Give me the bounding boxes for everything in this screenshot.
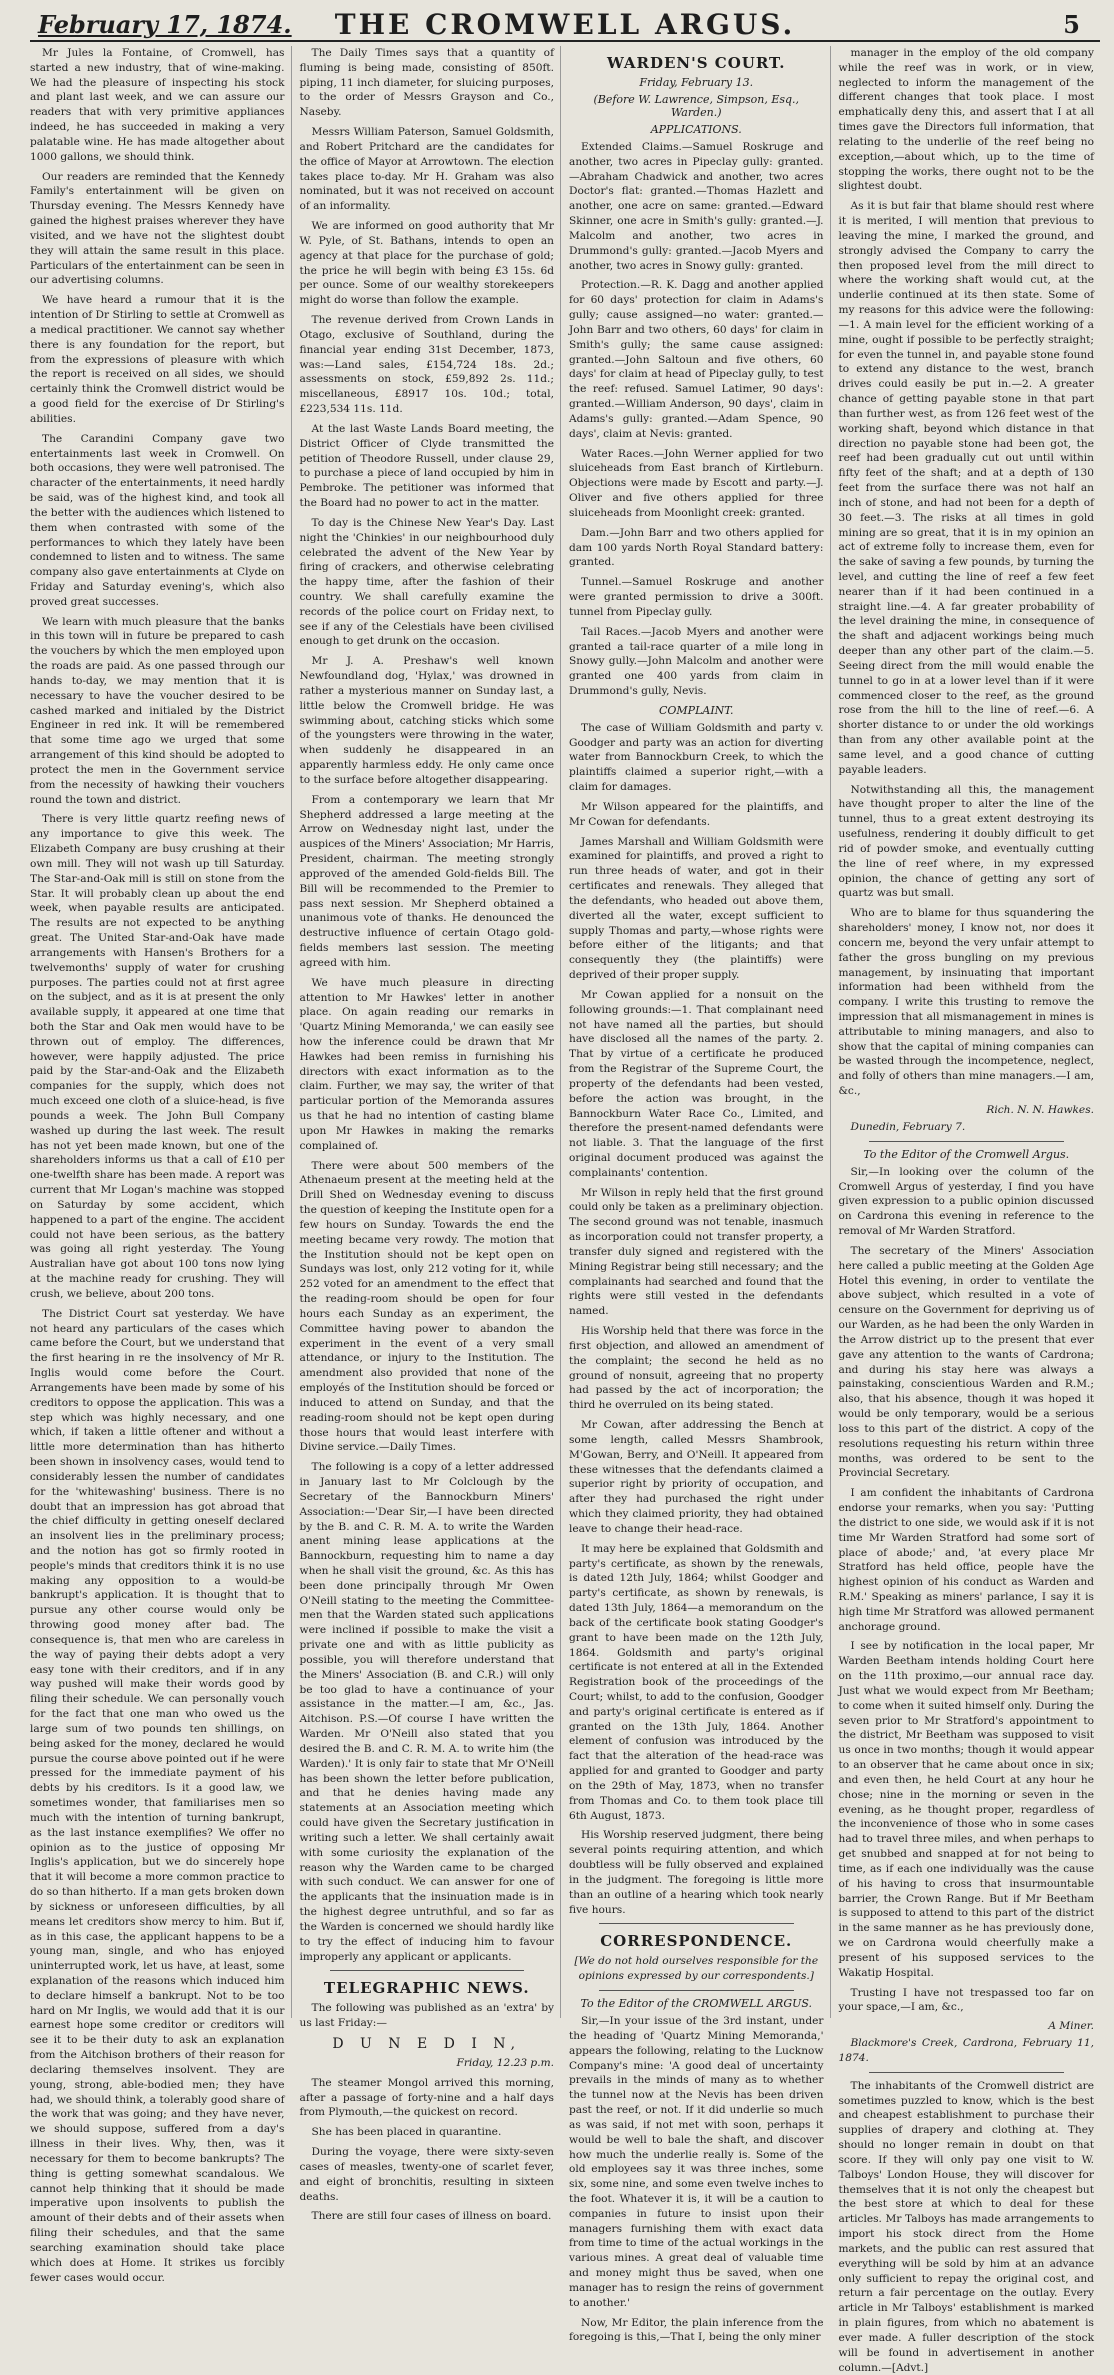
paragraph: Water Races.—John Werner applied for two sluiceheads from East branch of Kirtleburn. Objections were made by Escott and party.—J. Oliver and five others applied for three sluiceheads from Moonlight creek: granted. (569, 447, 824, 519)
letter-address: To the Editor of the Cromwell Argus. (863, 1147, 1070, 1161)
letter-address: To the Editor of the CROMWELL ARGUS. (580, 1997, 813, 2011)
paragraph: Trusting I have not trespassed too far on your space,—I am, &c., (838, 1986, 1094, 2014)
column-2 (299, 46, 562, 2223)
paragraph: Extended Claims.—Samuel Roskruge and another, two acres in Pipeclay gully: granted.—Abraham Chadwick and another, two acres Doctor's flat: granted.—Thomas Hazlett and another, one acre on same: granted.—Edward Skinner, one acre in Smith's gully: granted.—J. Malcolm and another, two acres in Drummond's gully: granted.—Jacob Myers and another, two acres in Snowy gully: granted. (569, 141, 824, 272)
disclaimer: [We do not hold ourselves responsible for the opinions expressed by our correspondents.] (574, 1955, 819, 1983)
paragraph: From a contemporary we learn that Mr Shepherd addressed a large meeting at the Arrow on Wednesday night last, under the auspices of the Miners' Association; Mr Harris, President, chairman. The meeting strongly approved of the amended Gold-fields Bill. The Bill will be recommended to the Premier to pass next session. Mr Shepherd obtained a unanimous vote of thanks. He denounced the destructive influence of certain Otago gold-fields members last session. The meeting agreed with him. (299, 793, 554, 969)
paragraph: Sir,—In your issue of the 3rd instant, under the heading of 'Quartz Mining Memoranda,' appears the following, relating to the Lucknow Company's mine: 'A good deal of uncertainty prevails in the minds of many as to whether the tunnel now at the Nevis has been driven past the reef, or not. If it did underlie so much as was said, if not met with soon, perhaps it would be well to bale the shaft, and discover how much the underlie really is. Some of the old employees say it was three inches, some six, some nine, and some even twelve inches to the foot. Whatever it is, it will be a caution to companies in future to insist upon their managers furnishing them with exact data from time to time of the actual workings in the various mines. A great deal of valuable time and money might thus be saved, when one manager has to resign the reins of government to another.' (569, 2015, 824, 2309)
columns (30, 46, 1100, 2374)
wardens-court-heading: WARDEN'S COURT. (606, 54, 786, 72)
dateline-city: D U N E D I N, (332, 2036, 522, 2052)
paragraph: We have much pleasure in directing attention to Mr Hawkes' letter in another place. On again reading our remarks in 'Quartz Mining Memoranda,' we can easily see how the inference could be drawn that Mr Hawkes had been remiss in furnishing his directors with exact information as to the claim. Further, we may say, the writer of that particular portion of the Memoranda assures us that he had no intention of casting blame upon Mr Hawkes in making the remarks complained of. (299, 976, 554, 1152)
paragraph: The Daily Times says that a quantity of fluming is being made, consisting of 850ft. piping, 11 inch diameter, for sluicing purposes, to the order of Messrs Grayson and Co., Naseby. (299, 47, 554, 119)
paragraph: Who are to blame for thus squandering the shareholders' money, I know not, nor does it concern me, beyond the very unfair attempt to father the gross bungling on my previous management, by insinuating that important information had been withheld from the company. I write this trusting to remove the impression that all mismanagement in mines is attributable to mining managers, and also to show that the capital of mining companies can be wasted through the incompetence, neglect, and folly of others than mine managers.—I am, &c., (838, 907, 1094, 1098)
paragraph: Mr Cowan, after addressing the Bench at some length, called Messrs Shambrook, M'Gowan, Berry, and O'Neill. It appeared from these witnesses that the defendants claimed a superior right by priority of occupation, and after they had purchased the right under which they claimed priority, they had obtained leave to change their head-race. (569, 1419, 824, 1535)
divider (599, 1990, 794, 1991)
paragraph: The following was published as an 'extra' by us last Friday:— (299, 2002, 554, 2030)
column-3 (569, 46, 831, 2344)
paragraph: Mr J. A. Preshaw's well known Newfoundland dog, 'Hylax,' was drowned in rather a mysterious manner on Sunday last, a little below the Cromwell bridge. He was swimming about, catching sticks which some of the youngsters were throwing in the water, when suddenly he disappeared in an apparently harmless eddy. He only came once to the surface before altogether disappearing. (299, 655, 554, 786)
paragraph: Tunnel.—Samuel Roskruge and another were granted permission to drive a 300ft. tunnel from Pipeclay gully. (569, 576, 824, 618)
paragraph: Messrs William Paterson, Samuel Goldsmith, and Robert Pritchard are the candidates for the office of Mayor at Arrowtown. The election takes place to-day. Mr H. Graham was also nominated, but it was not received on account of an informality. (299, 126, 554, 213)
paragraph: Sir,—In looking over the column of the Cromwell Argus of yesterday, I find you have given expression to a public opinion discussed on Cardrona this evening in reference to the removal of Mr Warden Stratford. (838, 1165, 1094, 1238)
paragraph: His Worship held that there was force in the first objection, and allowed an amendment of the complaint; the second he held as no ground of nonsuit, agreeing that no property had passed by the act of incorporation; the third he overruled on its being stated. (569, 1325, 824, 1412)
paragraph: The case of William Goldsmith and party v. Goodger and party was an action for diverting water from Bannockburn Creek, to which the plaintiffs claimed a superior right,—with a claim for damages. (569, 721, 824, 794)
paragraph: The following is a copy of a letter addressed in January last to Mr Colclough by the Secretary of the Bannockburn Miners' Association:—'Dear Sir,—I have been directed by the B. and C. R. M. A. to write the Warden anent mining lease applications at the Bannockburn, requesting him to name a day when he shall visit the ground, &c. As this has been done principally through Mr Owen O'Neill stating to the meeting the Committee-men that the Warden stated such applications were inclined if possible to make the visit a private one and with as little publicity as possible, you will therefore understand that the Miners' Association (B. and C.R.) will only be too glad to have a continuance of your assistance in the matter.—I am, &c., Jas. Aitchison. P.S.—Of course I have written the Warden. Mr O'Neill also stated that you desired the B. and C. R. M. A. to write him (the Warden).' It is only fair to state that Mr O'Neill has been shown the letter before publication, and that he denies having made any statements at an Association meeting which could have given the Secretary justification in writing such a letter. We shall certainly await with some curiosity the explanation of the reason why the Warden came to be charged with such conduct. We can answer for one of the applicants that the insinuation made is in the highest degree untruthful, and so far as the Warden is concerned we should hardly like to try the effect of inducing him to favour improperly any applicant or applicants. (299, 1461, 554, 1963)
correspondence-heading: CORRESPONDENCE. (600, 1932, 793, 1951)
letter-signature: A Miner. (1048, 2020, 1094, 2033)
paragraph: To day is the Chinese New Year's Day. Last night the 'Chinkies' in our neighbourhood duly celebrated the advent of the New Year by firing of crackers, and otherwise celebrating the happy time, after the fashion of their country. We shall carefully examine the records of the police court on Friday next, to see if any of the Celestials have been civilised enough to get drunk on the occasion. (299, 516, 554, 648)
divider (599, 1923, 794, 1924)
paragraph: James Marshall and William Goldsmith were examined for plaintiffs, and proved a right to run three heads of water, and got in their certificates and renewals. They alleged that the defendants, who headed out above them, diverted all the water, except sufficient to supply Thomas and party,—whose rights were before either of the litigants; and that consequently they (the plaintiffs) were deprived of their proper supply. (569, 835, 824, 982)
paragraph: The District Court sat yesterday. We have not heard any particulars of the cases which came before the Court, but we understand that the first hearing in re the insolvency of Mr R. Inglis would come before the Court. Arrangements have been made by some of his creditors to oppose the application. This was a step which was highly necessary, and one which, if taken a little oftener and without a little more determination than has hitherto been shown in insolvency cases, would tend to considerably lessen the number of candidates for the 'whitewashing' business. There is no doubt that an impression has got abroad that the chief difficulty in getting oneself declared an insolvent lies in the preliminary process; and the notion has got so firmly rooted in people's minds that creditors think it is no use making any opposition to a would-be bankrupt's application. It is thought that to pursue any other course would only be throwing good money after bad. The consequence is, that men who are careless in the way of paying their debts adopt a very easy tone with their creditors, and if in any way pushed will make their words good by filing their schedule. We can personally vouch for the fact that one man who owed us the large sum of two pounds ten shillings, on being asked for the money, declared he would pursue the course above pointed out if he were pressed for the immediate payment of his debts by his creditors. Is it a good law, we sometimes wonder, that familiarises men so much with the intention of turning bankrupt, as the last instance exemplifies? We offer no opinion as to the justice of opposing Mr Inglis's application, but we do sincerely hope that it will become a more common practice to do so than hitherto. If a man gets broken down by sickness or unforeseen difficulties, by all means let creditors show mercy to him. But if, as in this case, the applicant happens to be a young man, single, and who has enjoyed uninterrupted work, let us have, at least, some explanation of the reasons which induced him to declare himself a bankrupt. Not to be too hard on Mr Inglis, we would add that it is our earnest hope some creditor or creditors will see it to be their duty to ask an explanation from the Aitchison brothers of their reason for declaring themselves insolvent. They are young, strong, able-bodied men; they have had, we should think, a tolerably good share of the work that was going; and they have never, we should suppose, suffered from a day's illness in their lives. Why, then, was it necessary for them to become bankrupts? The thing is getting somewhat scandalous. We cannot help thinking that it should be made imperative upon insolvents to publish the amount of their debts and of their assets when filing their schedules, and that the same searching examination should take place which does at Home. It strikes us forcibly fewer cases would occur. (30, 1307, 285, 2284)
column-1 (30, 46, 292, 2284)
dateline-time: Friday, 12.23 p.m. (456, 2057, 554, 2069)
paragraph: The secretary of the Miners' Association here called a public meeting at the Golden Age Hotel this evening, in order to ventilate the above subject, which resulted in a vote of censure on the Government for depriving us of our Warden, as he had been the only Warden in the Arrow district up to the present that ever gave any attention to the wants of Cardrona; and during his stay here was always a painstaking, conscientious Warden and R.M.; also, that his absence, though it was hoped it would be only temporary, would be a serious loss to this part of the district. A copy of the resolutions requesting his return within three months, was ordered to be sent to the Provincial Secretary. (838, 1244, 1094, 1480)
court-bench: (Before W. Lawrence, Simpson, Esq., Warden.) (593, 93, 800, 119)
paragraph: Protection.—R. K. Dagg and another applied for 60 days' protection for claim in Adams's gully; cause assigned—no water: granted.—John Barr and two others, 60 days' for claim in Smith's gully; the same cause assigned: granted.—John Saltoun and five others, 60 days' for claim at head of Pipeclay gully, to test the reef: refused. Samuel Latimer, 90 days': granted.—William Anderson, 90 days', claim in Adams's gully: granted.—Adam Spence, 90 days', claim at Nevis: granted. (569, 279, 824, 440)
letter-place-date: Dunedin, February 7. (850, 1120, 966, 1133)
paragraph: At the last Waste Lands Board meeting, the District Officer of Clyde transmitted the petition of Theodore Russell, under clause 29, to purchase a piece of land occupied by him in Pembroke. The petitioner was informed that the Board had no power to act in the matter. (299, 422, 554, 510)
paragraph: The revenue derived from Crown Lands in Otago, exclusive of Southland, during the financial year ending 31st December, 1873, was:—Land sales, £154,724 18s. 2d.; assessments on stock, £59,892 2s. 11d.; miscellaneous, £8917 10s. 10d.; total, £223,534 11s. 11d. (299, 314, 554, 416)
paragraph: She has been placed in quarantine. (311, 2126, 502, 2139)
paragraph: I am confident the inhabitants of Cardrona endorse your remarks, when you say: 'Putting the district to one side, we would ask if it is not time Mr Warden Stratford had some sort of place of abode;' and, 'at every place Mr Stratford has held office, people have the highest opinion of his conduct as Warden and R.M.' Speaking as miners' parlance, I say it is high time Mr Stratford was allowed permanent anchorage ground. (838, 1487, 1094, 1633)
paragraph: Mr Jules la Fontaine, of Cromwell, has started a new industry, that of wine-making. We had the pleasure of inspecting his stock and plant last week, and we can assure our readers that with very primitive appliances indeed, he has succeeded in making a very palatable wine. He has made altogether about 1000 gallons, we should think. (30, 47, 285, 163)
paragraph: I see by notification in the local paper, Mr Warden Beetham intends holding Court here on the 11th proximo,—our annual race day. Just what we would expect from Mr Beetham; to come when it suited himself only. During the seven prior to Mr Stratford's appointment to the district, Mr Beetham was supposed to visit us once in two months; though it would appear to an observer that he came about once in six; and even then, he held Court at any hour he chose; nine in the morning or seven in the evening, as he thought proper, regardless of the inconvenience of those who in some cases had to travel three miles, and when perhaps to get snubbed and snapped at for not being to time, as if each one individually was the cause of his having to cross that insurmountable barrier, the Crown Range. But if Mr Beetham is supposed to attend to this part of the district in the same manner as he has previously done, we on Cardrona would cheerfully make a present of his supposed services to the Wakatip Hospital. (838, 1640, 1094, 1979)
paragraph: Mr Wilson appeared for the plaintiffs, and Mr Cowan for defendants. (569, 800, 824, 828)
letter-place-date: Blackmore's Creek, Cardrona, February 11, 1874. (838, 2037, 1094, 2064)
paragraph: Mr Cowan applied for a nonsuit on the following grounds:—1. That complainant need not have named all the parties, but should have disclosed all the names of the party. 2. That by virtue of a certificate he produced from the Registrar of the Supreme Court, the property of the defendants had been vested, before the action was brought, in the Bannockburn Water Race Co., Limited, and therefore the present-named defendants were not liable. 3. That the language of the first original document produced was against the complainants' contention. (569, 988, 824, 1179)
paragraph: Dam.—John Barr and two others applied for dam 100 yards North Royal Standard battery: granted. (569, 526, 824, 569)
paragraph: The Carandini Company gave two entertainments last week in Cromwell. On both occasions, they were well patronised. The character of the entertainments, it need hardly be said, was of the highest kind, and took all the better with the audiences which listened to them when contrasted with some of the performances to which they lately have been condemned to listen and to witness. The same company also gave entertainments at Clyde on Friday and Saturday evening's, which also proved great successes. (30, 432, 285, 608)
column-4 (838, 46, 1101, 2374)
newspaper-title: THE CROMWELL ARGUS. (334, 8, 796, 41)
complaint-label: COMPLAINT. (658, 703, 734, 717)
paragraph: There is very little quartz reefing news of any importance to give this week. The Elizabeth Company are busy crushing at their own mill. They will not wash up till Saturday. The Star-and-Oak mill is still on stone from the Star. It will probably clean up about the end week, when payable results are anticipated. The results are not expected to be anything great. The United Star-and-Oak have made arrangements with Hansen's Brothers for a twelvemonths' supply of water for crushing purposes. The parties could not at first agree on the subject, and as it is at present the only available supply, it appeared at one time that both the Star and Oak men would have to be thrown out of employ. The differences, however, were happily adjusted. The price paid by the Star-and-Oak and the Elizabeth companies for the supply, which does not much exceed one cloth of a sluice-head, is five pounds a week. The John Bull Company washed up during the last week. The result has not yet been made known, but one of the shareholders informs us that a call of £10 per one-twelfth share has been made. A report was current that Mr Logan's machine was stopped on Saturday by some accident, which happened to a part of the engine. The accident could not have been serious, as the battery was going all right yesterday. The Young Australian have got about 100 tons now lying at the machine ready for crushing. They will crush, we believe, about 200 tons. (30, 813, 285, 1300)
paragraph: It may here be explained that Goldsmith and party's certificate, as shown by the renewals, is dated 12th July, 1864; whilst Goodger and party's certificate, as shown by renewals, is dated 13th July, 1864—a memorandum on the back of the certificate book stating Goodger's grant to have been made on the 12th July, 1864. Goldsmith and party's original certificate is not entered at all in the Extended Registration book of the proceedings of the Court; whilst, to add to the confusion, Goodger and party's original certificate is entered as if granted on the 13th July, 1864. Another element of confusion was introduced by the fact that the alteration of the head-race was applied for and granted to Goodger and party on the 29th of May, 1873, when no transfer from Thomas and Co. to them took place till 6th August, 1873. (569, 1542, 824, 1822)
page-number: 5 (1063, 10, 1080, 39)
divider (330, 1970, 525, 1971)
paragraph: His Worship reserved judgment, there being several points requiring attention, and which doubtless will be fully observed and explained in the judgment. The foregoing is little more than an outline of a hearing which took nearly five hours. (569, 1829, 824, 1916)
applications-label: APPLICATIONS. (650, 123, 742, 136)
paragraph: We have heard a rumour that it is the intention of Dr Stirling to settle at Cromwell as a medical practitioner. We cannot say whether there is any foundation for the report, but from the expressions of pleasure with which the report is received on all sides, we should certainly think the Cromwell district would be a good field for the exercise of Dr Stirling's abilities. (30, 294, 285, 425)
paragraph: Now, Mr Editor, the plain inference from the foregoing is this,—That I, being the only miner (569, 2316, 824, 2344)
paragraph: There are still four cases of illness on board. (311, 2210, 552, 2223)
paragraph: manager in the employ of the old company while the reef was in work, or in view, neglected to inform the management of the different changes that took place. I most emphatically deny this, and assert that I at all times gave the Directors full information, that relating to the underlie of the reef being no exception,—about which, up to the time of stopping the works, there ought not to be the slightest doubt. (838, 47, 1094, 193)
paragraph: We learn with much pleasure that the banks in this town will in future be prepared to cash the vouchers by which the men employed upon the roads are paid. As one passed through our hands to-day, we may mention that it is necessary to have the voucher desired to be cashed marked and initialed by the District Engineer in red ink. It will be remembered that some time ago we urged that some arrangement of this kind should be adopted to protect the men in the Government service from the necessity of hawking their vouchers round the town and district. (30, 615, 285, 806)
divider (869, 2072, 1065, 2073)
paragraph: The steamer Mongol arrived this morning, after a passage of forty-nine and a half days from Plymouth,—the quickest on record. (299, 2076, 554, 2119)
paragraph: Notwithstanding all this, the management have thought proper to alter the line of the tunnel, thus to a great extent destroying its usefulness, rendering it doubly difficult to get rid of powder smoke, and eventually cutting the line of reef where, in my expressed opinion, the chance of getting any sort of quartz was but small. (838, 783, 1094, 900)
masthead (30, 6, 1100, 42)
letter-signature: Rich. N. N. Hawkes. (986, 1103, 1094, 1116)
issue-date: February 17, 1874. (38, 10, 292, 39)
paragraph: There were about 500 members of the Athenaeum present at the meeting held at the Drill Shed on Wednesday evening to discuss the question of keeping the Institute open for a few hours on Sunday. Towards the end the meeting became very rowdy. The motion that the Institution should not be kept open on Sundays was lost, only 212 voting for it, while 252 voted for an amendment to the effect that the reading-room should be open for four hours each Sunday as an experiment, the Committee having power to abandon the experiment in the event of a very small attendance, or injury to the Institution. The amendment also provided that none of the employés of the Institution should be forced or induced to attend on Sunday, and that the reading-room should not be kept open during those hours that would least interfere with Divine service.—Daily Times. (299, 1159, 554, 1454)
paragraph: The inhabitants of the Cromwell district are sometimes puzzled to know, which is the best and cheapest establishment to purchase their supplies of drapery and clothing at. They should no longer remain in doubt on that score. If they will only pay one visit to W. Talboys' London House, they will discover for themselves that it is not only the cheapest but the best store at which to deal for these articles. Mr Talboys has made arrangements to import his stock direct from the Home markets, and the public can rest assured that everything will be sold by him at an advance only sufficient to repay the original cost, and return a fair percentage on the outlay. Every article in Mr Talboys' establishment is marked in plain figures, from which no abatement is ever made. A fuller description of the stock will be found in advertisement in another column.—[Advt.] (838, 2079, 1094, 2374)
paragraph: Mr Wilson in reply held that the first ground could only be taken as a preliminary objection. The second ground was not tenable, inasmuch as incorporation could not transfer property, a transfer duly signed and registered with the Mining Registrar being still necessary; and the complainants had searched and found that the rights were still vested in the defendants named. (569, 1186, 824, 1318)
paragraph: As it is but fair that blame should rest where it is merited, I will mention that previous to leaving the mine, I marked the ground, and strongly advised the Company to carry the then proposed level from the mill direct to where the working shaft would cut, at the underlie continued at its then state. Some of my reasons for this advice were the following:—1. A main level for the efficient working of a mine, ought if possible to be perfectly straight; for even the tunnel in, and payable stone found to extend any distance to the west, branch drives could easily be put in.—2. A greater chance of getting payable stone in that part than further west, as from 126 feet west of the working shaft, beyond which distance in that direction no payable stone had been got, the reef had been gradually cut out until within fifty feet of the shaft; and at a depth of 130 feet from the surface there was not half an inch of stone, and had not been for a depth of 30 feet.—3. The risks at all times in gold mining are so great, that it is in my opinion an act of extreme folly to increase them, even for the sake of saving a few pounds, by turning the level, and cutting the line of reef a few feet nearer than if it had been continued in a straight line.—4. A far greater probability of the level draining the mine, in consequence of the shaft and adjacent workings being much deeper than any other part of the claim.—5. Seeing direct from the mill would enable the tunnel to go in at a lower level than if it were commenced closer to the reef, as the ground rose from the hill to the line of reef.—6. A shorter distance to or under the old workings than from any other available point at the same level, and a good chance of cutting payable leaders. (838, 200, 1094, 776)
court-date: Friday, February 13. (639, 76, 754, 89)
paragraph: We are informed on good authority that Mr W. Pyle, of St. Bathans, intends to open an agency at that place for the purchase of gold; the price he will begin with being £3 15s. 6d per ounce. Some of our wealthy storekeepers might do worse than follow the example. (299, 220, 554, 307)
paragraph: During the voyage, there were sixty-seven cases of measles, twenty-one of scarlet fever, and eight of bronchitis, resulting in sixteen deaths. (299, 2146, 554, 2203)
telegraphic-news-heading: TELEGRAPHIC NEWS. (323, 1979, 530, 1998)
divider (869, 1141, 1065, 1142)
paragraph: Tail Races.—Jacob Myers and another were granted a tail-race quarter of a mile long in Snowy gully.—John Malcolm and another were granted one 400 yards from claim in Drummond's gully, Nevis. (569, 625, 824, 697)
paragraph: Our readers are reminded that the Kennedy Family's entertainment will be given on Thursday evening. The Messrs Kennedy have gained the highest praises wherever they have visited, and we have not the slightest doubt they will attain the same result in this place. Particulars of the entertainment can be seen in our advertising columns. (30, 170, 285, 287)
